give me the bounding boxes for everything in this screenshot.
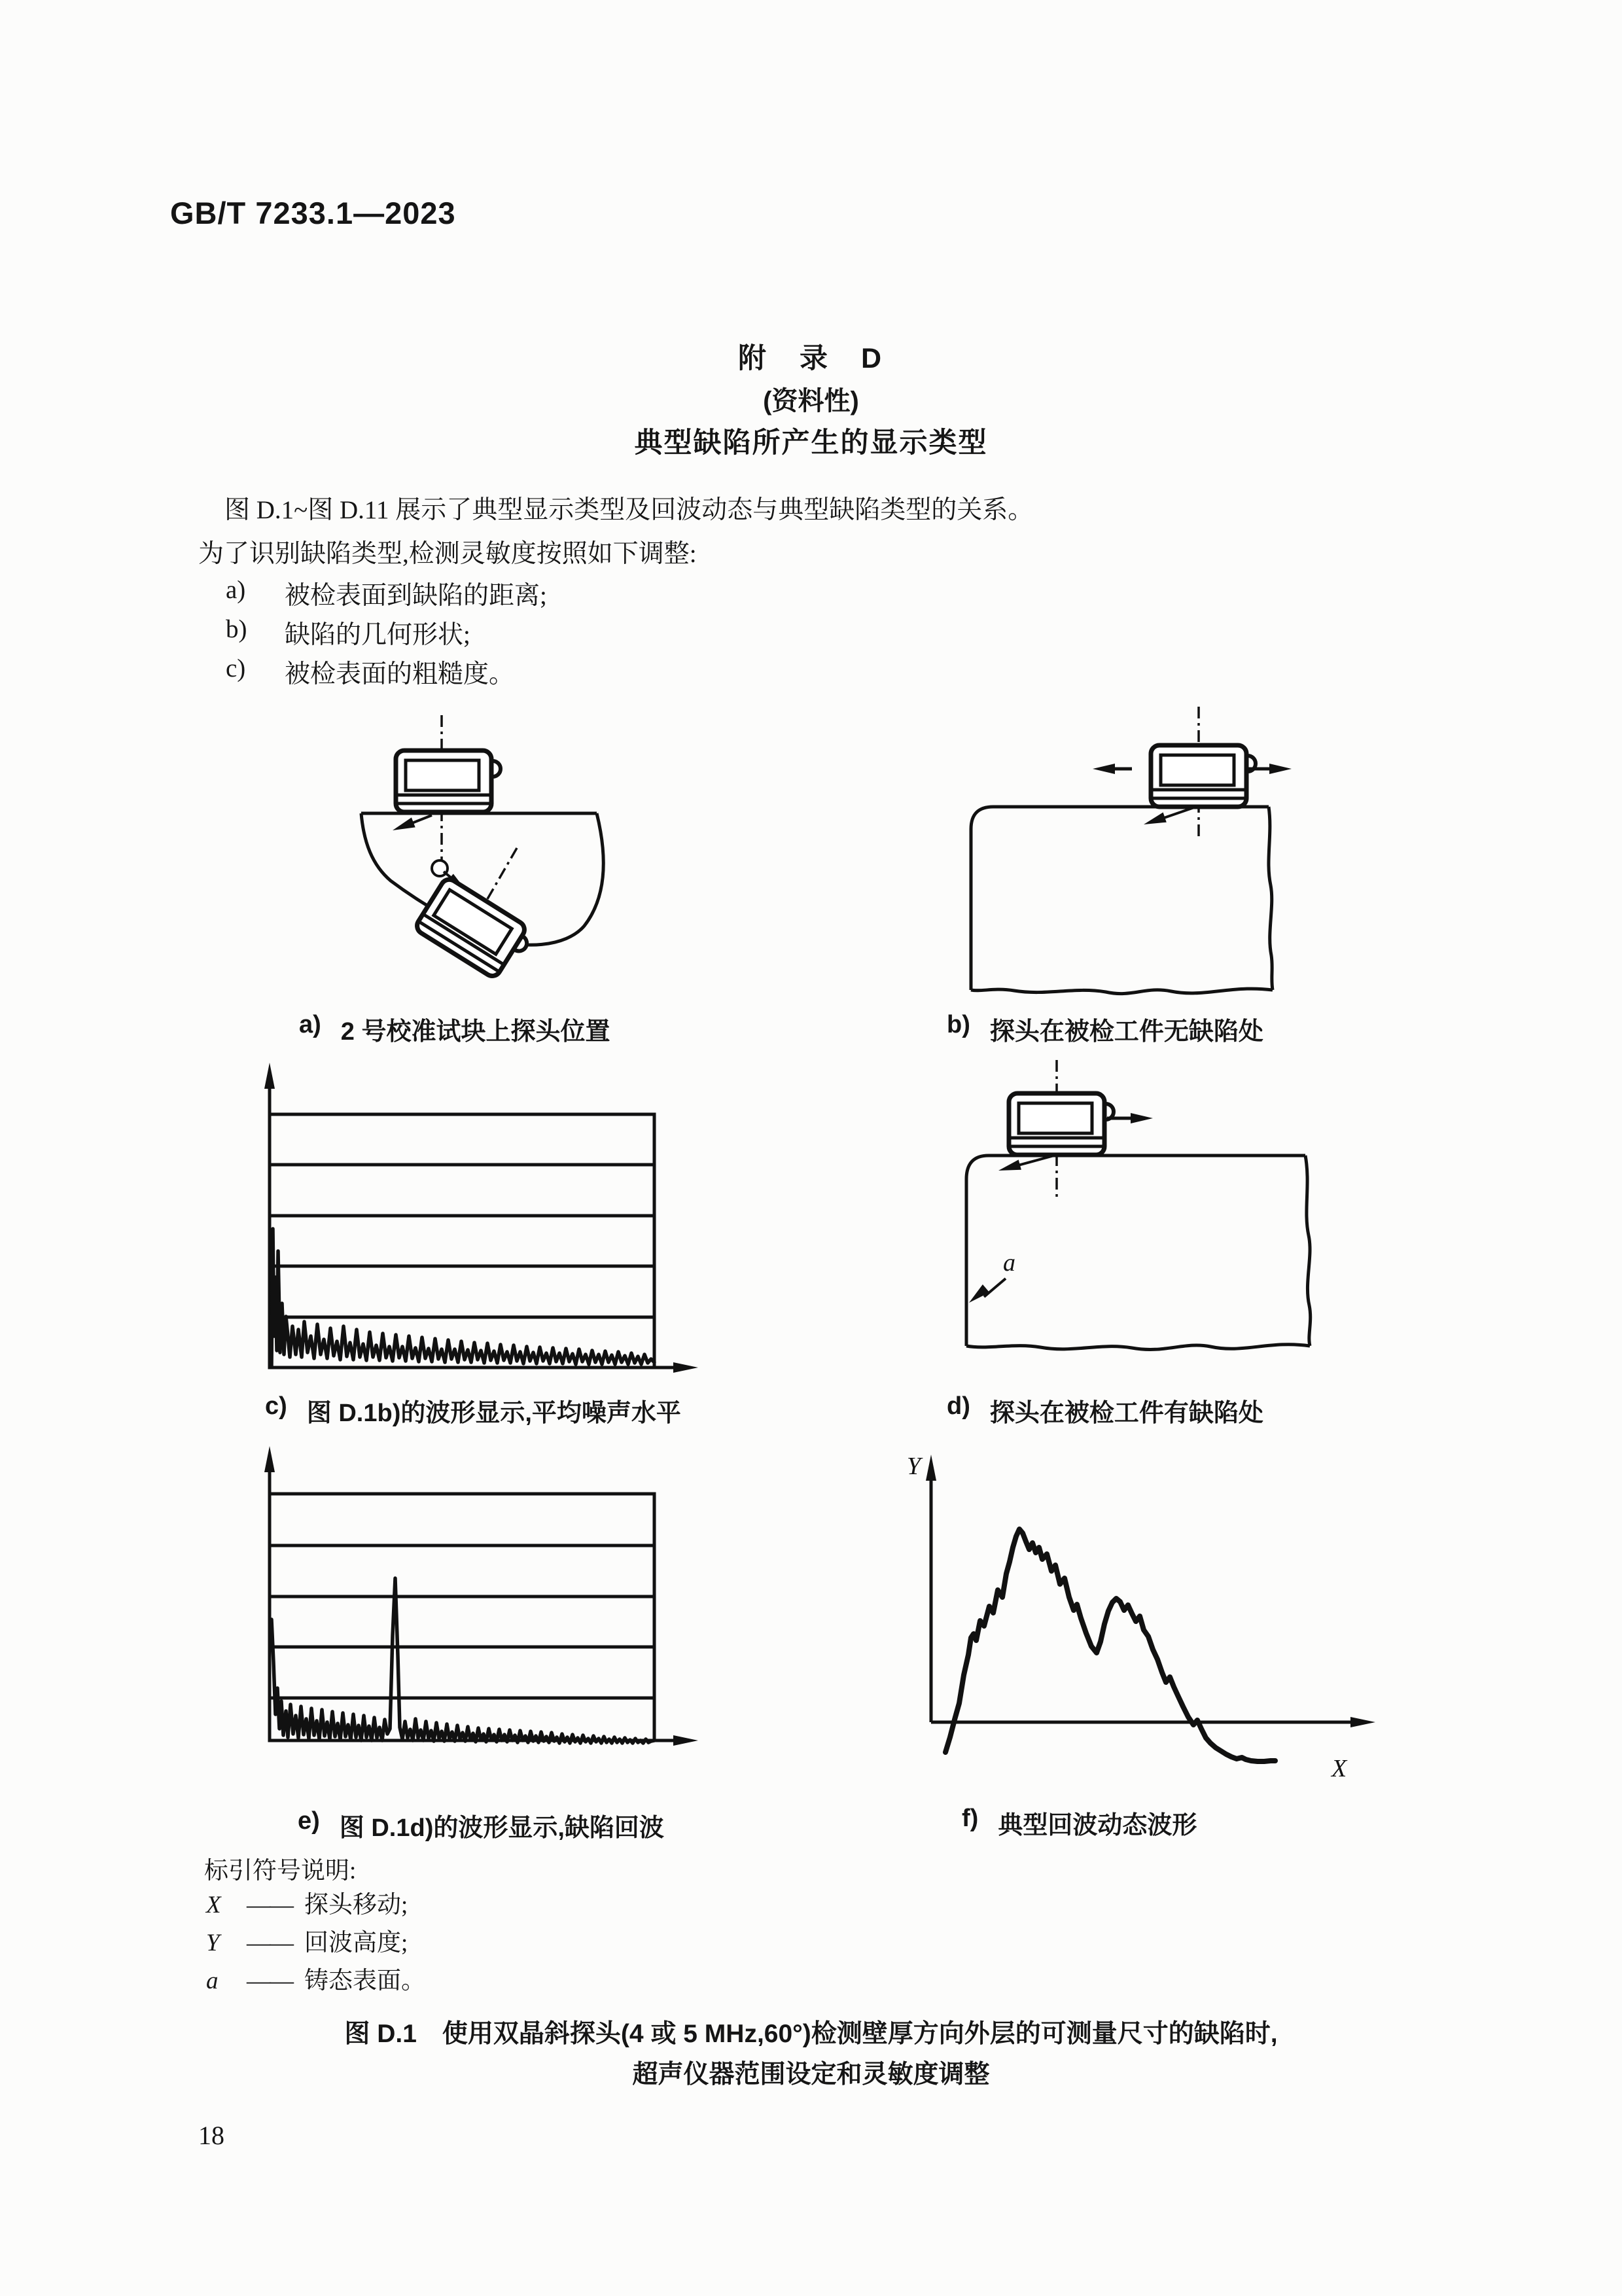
caption-label: a) (299, 1011, 321, 1038)
list-item-text: 被检表面到缺陷的距离; (285, 582, 547, 610)
scan-right-arrow-icon (1131, 1113, 1153, 1123)
figure-e-defect-echo-chart (258, 1439, 703, 1747)
straight-probe-icon (396, 751, 501, 812)
appendix-heading: 典型缺陷所产生的显示类型 (634, 427, 988, 459)
figure-caption (0, 2014, 1622, 2095)
legend-dash: —— (247, 1930, 292, 1956)
caption-label: f) (962, 1805, 979, 1832)
caption-text: 图 D.1d)的波形显示,缺陷回波 (339, 1814, 664, 1842)
legend-dash: —— (247, 1968, 292, 1994)
caption-d (947, 1392, 1263, 1428)
legend-symbol: X (206, 1892, 221, 1918)
caption-text: 典型回波动态波形 (998, 1812, 1197, 1839)
legend-symbol: Y (206, 1930, 220, 1956)
legend-entry-y (206, 1922, 408, 1958)
legend-entry-a (206, 1960, 425, 1996)
list-item-text: 缺陷的几何形状; (285, 621, 470, 649)
noise-waveform (272, 1229, 654, 1366)
caption-text: 2 号校准试块上探头位置 (340, 1018, 610, 1046)
figure-d-workpiece-defect-diagram (916, 1060, 1387, 1377)
legend-text: 铸态表面。 (304, 1968, 425, 1994)
caption-c (265, 1392, 681, 1428)
caption-text: 探头在被检工件有缺陷处 (989, 1400, 1263, 1427)
legend-dash: —— (247, 1892, 292, 1918)
y-axis-arrow-icon (264, 1063, 275, 1089)
beam-arrow-icon (1144, 813, 1167, 825)
caption-label: d) (947, 1392, 970, 1420)
legend-text: 探头移动; (304, 1892, 408, 1918)
intro-line-2: 为了识别缺陷类型,检测灵敏度按照如下调整: (198, 540, 697, 568)
list-item-b (226, 614, 470, 651)
list-item-text: 被检表面的粗糙度。 (285, 660, 515, 688)
figure-b-workpiece-diagram (916, 703, 1374, 1004)
x-axis-arrow-icon (1350, 1717, 1375, 1727)
figure-f-echo-dynamic-chart (903, 1449, 1400, 1790)
x-axis-arrow-icon (673, 1362, 698, 1373)
scan-right-arrow-icon (1269, 764, 1292, 774)
list-item-label: c) (226, 654, 246, 682)
standard-number: GB/T 7233.1—2023 (170, 196, 456, 230)
x-axis-label: X (1331, 1755, 1347, 1782)
x-axis-arrow-icon (673, 1735, 698, 1746)
y-axis-label: Y (907, 1453, 921, 1480)
caption-label: b) (947, 1011, 970, 1038)
scan-left-arrow-icon (1093, 764, 1115, 774)
caption-e (298, 1807, 664, 1843)
legend-entry-x (206, 1884, 408, 1920)
leader-arrow-icon (969, 1284, 989, 1303)
defect-echo-waveform (272, 1578, 654, 1743)
echo-dynamic-curve (945, 1529, 1275, 1761)
figure-c-noise-waveform-chart (258, 1055, 703, 1369)
appendix-title: 附 录 D (737, 343, 885, 374)
straight-probe-icon (1009, 1093, 1114, 1155)
y-axis-arrow-icon (264, 1446, 275, 1472)
figure-caption-line-1: 图 D.1 使用双晶斜探头(4 或 5 MHz,60°)检测壁厚方向外层的可测量尺寸的缺陷时, (344, 2020, 1278, 2048)
appendix-subtitle: (资料性) (763, 387, 859, 415)
legend-text: 回波高度; (304, 1930, 408, 1956)
caption-f (962, 1805, 1197, 1841)
legend-title: 标引符号说明: (204, 1858, 357, 1884)
cast-surface-label: a (1003, 1249, 1015, 1277)
y-axis-arrow-icon (926, 1455, 936, 1481)
intro-line-1: 图 D.1~图 D.11 展示了典型显示类型及回波动态与典型缺陷类型的关系。 (224, 496, 1034, 524)
list-item-label: b) (226, 615, 247, 643)
legend-symbol: a (206, 1968, 219, 1994)
list-item-c (226, 654, 514, 690)
list-item-a (226, 575, 547, 612)
caption-label: c) (265, 1392, 287, 1420)
beam-arrow-icon (998, 1159, 1021, 1171)
beam-arrow-icon (393, 817, 415, 830)
caption-a (299, 1011, 610, 1047)
list-item-label: a) (226, 576, 246, 604)
figure-a-calibration-block-diagram (291, 707, 697, 1001)
straight-probe-icon (1151, 745, 1256, 807)
caption-b (947, 1011, 1263, 1047)
figure-caption-line-2: 超声仪器范围设定和灵敏度调整 (632, 2060, 990, 2089)
caption-label: e) (298, 1807, 320, 1835)
caption-text: 图 D.1b)的波形显示,平均噪声水平 (306, 1400, 681, 1427)
page-number: 18 (198, 2121, 224, 2150)
angled-probe-icon (414, 876, 536, 984)
caption-text: 探头在被检工件无缺陷处 (989, 1018, 1263, 1046)
